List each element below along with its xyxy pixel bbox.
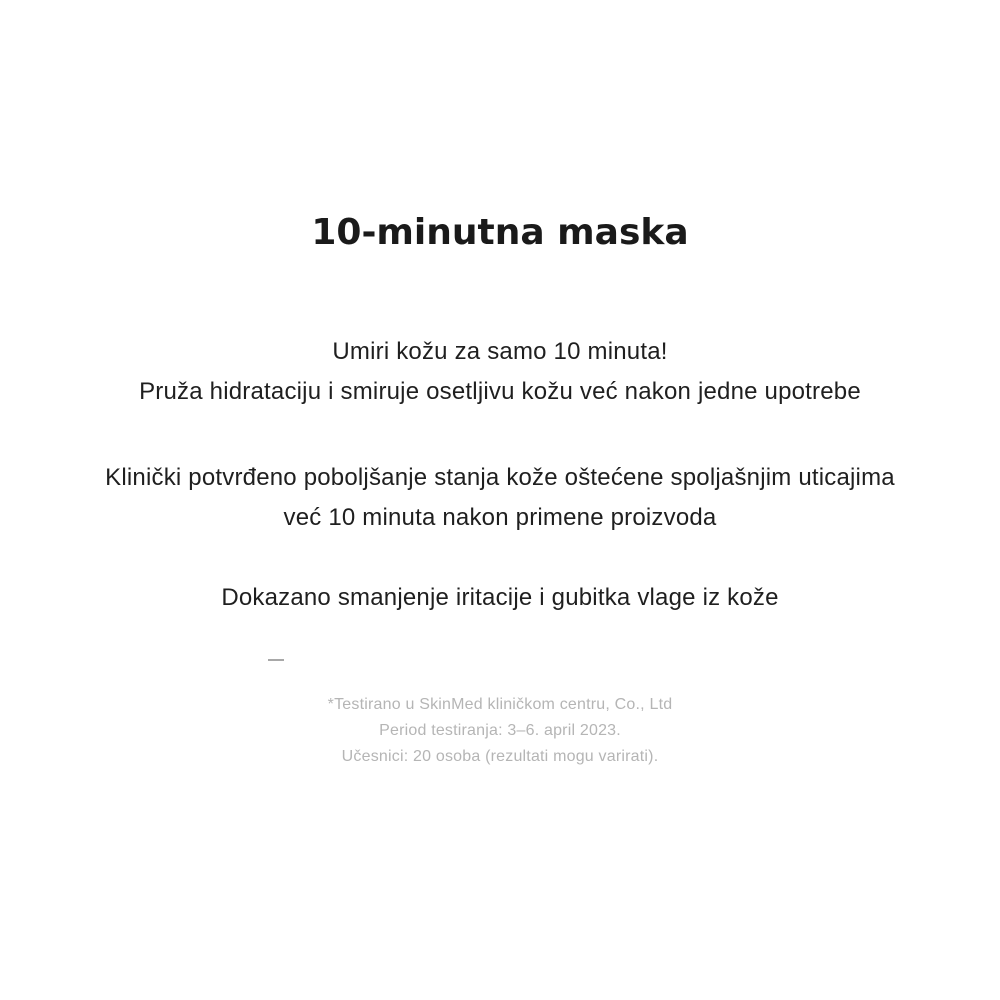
intro-paragraph [0,332,1000,412]
footnote-line-3: Učesnici: 20 osoba (rezultati mogu varirati). [341,748,659,765]
clinical-claim-paragraph [0,458,1000,538]
benefit-paragraph [0,578,1000,618]
page-title: 10-minutna maska [311,212,689,253]
footnote-line-1: *Testirano u SkinMed kliničkom centru, Co., Ltd [327,696,673,713]
benefit-line-1: Dokazano smanjenje iritacije i gubitka vlage iz kože [221,584,779,611]
footnote-line-2: Period testiranja: 3–6. april 2023. [379,722,621,739]
footnote [0,692,1000,770]
intro-line-2: Pruža hidrataciju i smiruje osetljivu kožu već nakon jedne upotrebe [139,378,861,405]
divider-dash [268,659,284,661]
intro-line-1: Umiri kožu za samo 10 minuta! [332,338,668,365]
clinical-claim-line-1: Klinički potvrđeno poboljšanje stanja kože oštećene spoljašnjim uticajima [105,464,895,491]
clinical-claim-line-2: već 10 minuta nakon primene proizvoda [283,504,717,531]
